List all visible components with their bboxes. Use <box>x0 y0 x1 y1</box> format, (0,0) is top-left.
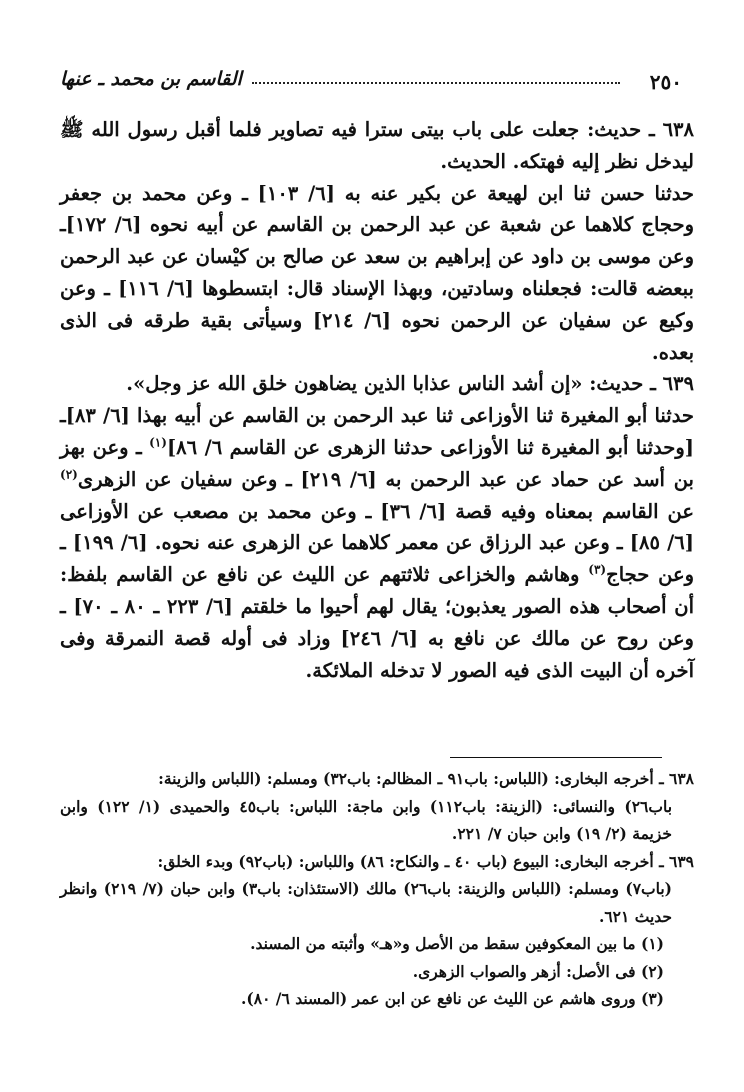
footnote-ref-3: (٣) <box>588 562 607 577</box>
footnote-note-3: (٣) وروى هاشم عن الليث عن نافع عن ابن عمر (المسند ٦/ ٨٠). <box>241 989 664 1008</box>
footnote-639-rest: (باب٧) ومسلم: (اللباس والزينة: باب٢٦) مالك (الاستئذان: باب٣) وابن حبان (٧/ ٢١٩) وانظر حديث ٦٢١. <box>60 879 673 926</box>
hadith-638-isnad: حدثنا حسن ثنا ابن لهيعة عن بكير عنه به [٦/ ١٠٣] ـ وعن محمد بن جعفر وحجاج كلاهما عن شعبة عن عبد الرحمن بن القاسم عن أبيه نحوه [٦/ ١٧٢]ـ وعن موسى بن داود عن إبراهيم بن سعد عن صالح بن كيْسان عن عبد الرحمن ببعضه قالت: فجعلناه وسادتين، وبهذا الإسناد قال: ابتسطوها [٦/ ١١٦] ـ وعن وكيع عن سفيان عن الرحمن نحوه [٦/ ٢١٤] وسيأتى بقية طرقه فى الذى بعده. <box>60 181 694 364</box>
footnote-638-rest: باب٢٦) والنسائى: (الزينة: باب١١٢) وابن ماجة: اللباس: باب٤٥ والحميدى (١/ ١٢٢) وابن خزيمة (٢/ ١٩) وابن حبان ٧/ ٢٢١. <box>60 796 673 843</box>
isnad-part-2: ـ وعن بهز بن أسد عن حماد عن عبد الرحمن به [٦/ ٢١٩] ـ وعن سفيان عن الزهرى <box>60 435 694 491</box>
isnad-part-1: حدثنا أبو المغيرة ثنا الأوزاعى ثنا عبد الرحمن بن القاسم عن أبيه بهذا [٦/ ٨٣]ـ [وحدثنا أبو المغيرة ثنا الأوزاعى حدثنا الزهرى عن القاسم ٦/ ٨٦] <box>60 404 694 459</box>
footnote-note-1: (١) ما بين المعكوفين سقط من الأصل و«هـ» وأثبته من المسند. <box>250 934 664 953</box>
footnote-639-line1: ٦٣٩ ـ أخرجه البخارى: البيوع (باب ٤٠ ـ والنكاح: ٨٦) واللباس: (باب٩٢) وبدء الخلق: <box>157 851 694 871</box>
footnote-separator <box>450 757 662 758</box>
footnote-note-2: (٢) فى الأصل: أزهر والصواب الزهرى. <box>412 961 664 981</box>
hadith-639-isnad <box>60 400 694 686</box>
page-number: ٢٥٠ <box>649 70 682 94</box>
isnad-part-3: عن القاسم بمعناه وفيه قصة [٦/ ٣٦] ـ وعن محمد بن مصعب عن الأوزاعى [٦/ ٨٥] ـ وعن عبد الرزاق عن معمر كلاهما عن الزهرى عنه نحوه. [٦/ ١٩٩] ـ وعن حجاج <box>60 499 695 587</box>
footnote-ref-2: (٢) <box>60 467 78 482</box>
isnad-part-4: وهاشم والخزاعى ثلاثتهم عن الليث عن نافع عن القاسم بلفظ: أن أصحاب هذه الصور يعذبون؛ يقال لهم أحيوا ما خلقتم [٦/ ٢٢٣ ـ ٨٠ ـ ٧٠] ـ وعن روح عن مالك عن نافع به [٦/ ٢٤٦] وزاد فى أوله قصة النمرقة وفى آخره أن البيت الذى فيه الصور لا تدخله الملائكة. <box>60 563 695 682</box>
footnote-ref-1: (١) <box>149 435 167 450</box>
hadith-639: ٦٣٩ ـ حديث: «إن أشد الناس عذابا الذين يضاهون خلق الله عز وجل». <box>126 372 694 396</box>
hadith-638: ٦٣٨ ـ حديث: جعلت على باب بيتى سترا فيه تصاوير فلما أقبل رسول الله ﷺ ليدخل نظر إليه فهتكه. الحديث. <box>60 118 694 173</box>
page-header <box>60 62 682 94</box>
footnote-638-line1: ٦٣٨ ـ أخرجه البخارى: (اللباس: باب٩١ ـ المظالم: باب٣٢) ومسلم: (اللباس والزينة: <box>158 769 694 788</box>
footnotes <box>60 765 694 1013</box>
footnote-638 <box>60 765 694 848</box>
header-dotted-rule <box>252 82 620 84</box>
footnote-639 <box>60 848 694 931</box>
running-title: القاسم بن محمد ـ عنها <box>60 68 242 90</box>
main-text <box>60 114 694 686</box>
